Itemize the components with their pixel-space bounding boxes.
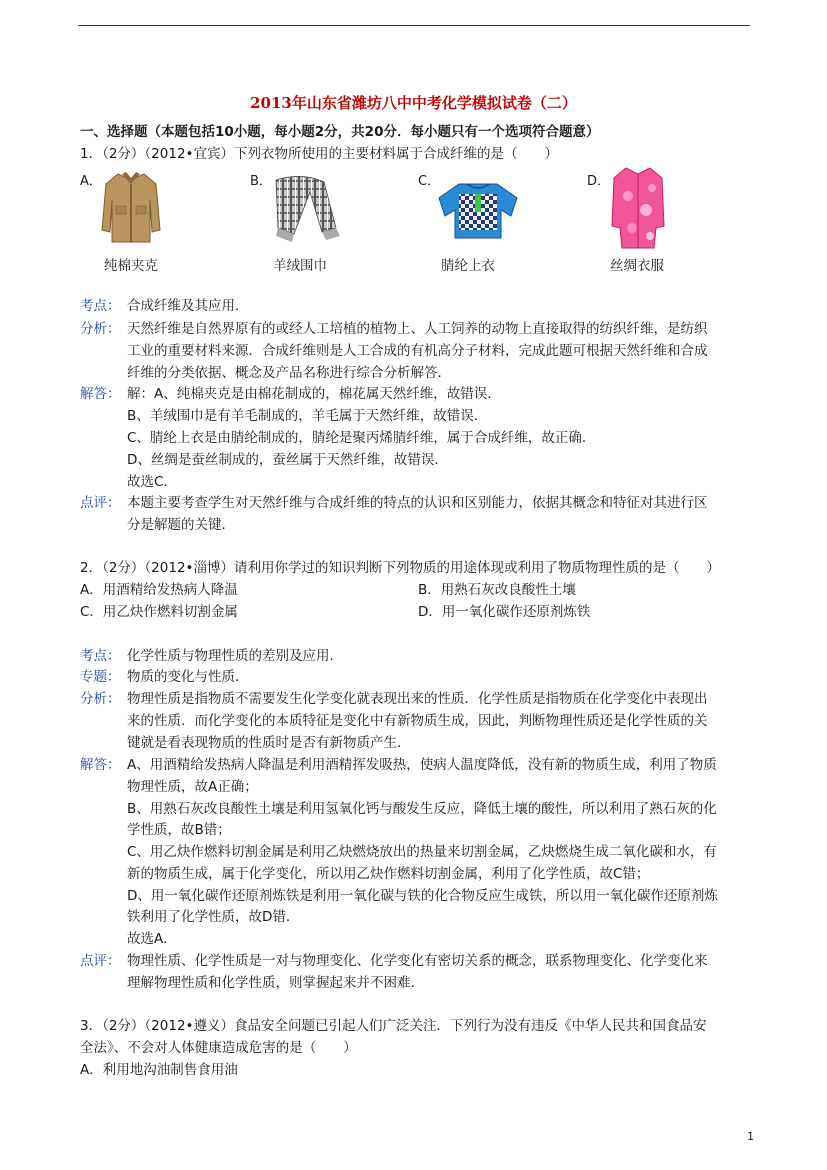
q2-fenxi-label: 分析： — [80, 691, 121, 707]
q1-option-b-letter: B． — [250, 174, 272, 189]
q1-option-d-letter: D． — [587, 174, 611, 189]
q1-fenxi-line: 天然纤维是自然界原有的或经人工培植的植物上、人工饲养的动物上直接取得的纺织纤维，是纺织 — [127, 321, 708, 337]
q2-fenxi-line: 物理性质是指物质不需要发生化学变化就表现出来的性质．化学性质是指物质在化学变化中表现出 — [127, 691, 708, 707]
q1-option-c-caption: 腈纶上衣 — [441, 258, 495, 274]
q1-fenxi-line: 工业的重要材料来源．合成纤维则是人工合成的有机高分子材料，完成此题可根据天然纤维和合成 — [127, 343, 708, 359]
q1-dianping-label: 点评： — [80, 495, 121, 511]
q1-option-a-caption: 纯棉夹克 — [104, 258, 158, 274]
q2-jieda-line: 学性质，故B错； — [127, 822, 231, 838]
q2-option-c: C．用乙炔作燃料切割金属 — [80, 604, 238, 620]
q1-fenxi-line: 纤维的分类依据、概念及产品名称进行综合分析解答． — [127, 365, 451, 381]
q1-jieda-line: D、丝绸是蚕丝制成的，蚕丝属于天然纤维，故错误． — [127, 452, 448, 468]
q2-jieda-line: 铁利用了化学性质，故D错． — [127, 909, 300, 925]
q1-option-d-caption: 丝绸衣服 — [610, 258, 664, 274]
q2-zhuanti: 物质的变化与性质． — [127, 669, 249, 685]
header-rule — [78, 25, 750, 26]
q2-dianping-label: 点评： — [80, 953, 121, 969]
silk-robe-icon — [610, 166, 666, 250]
q1-stem: 1．（2分）（2012•宜宾）下列衣物所使用的主要材料属于合成纤维的是（ ） — [80, 146, 558, 162]
q3-stem-line: 全法》、不会对人体健康造成危害的是（ ） — [80, 1040, 357, 1056]
q1-jieda-line: 解：A、纯棉夹克是由棉花制成的，棉花属天然纤维，故错误． — [127, 386, 501, 402]
q1-option-a-letter: A． — [80, 174, 102, 189]
q1-option-b-caption: 羊绒围巾 — [273, 258, 327, 274]
q1-jieda-line: B、羊绒围巾是有羊毛制成的，羊毛属于天然纤维，故错误． — [127, 408, 488, 424]
q1-fenxi-label: 分析： — [80, 321, 121, 337]
q2-fenxi-line: 键就是看表现物质的性质时是否有新物质产生． — [127, 735, 411, 751]
q2-option-d: D．用一氧化碳作还原剂炼铁 — [418, 604, 591, 620]
q2-zhuanti-label: 专题： — [80, 669, 121, 685]
q2-option-b: B．用熟石灰改良酸性土壤 — [418, 582, 576, 598]
q2-kaodian-label: 考点： — [80, 648, 121, 664]
q1-dianping-line: 分是解题的关键． — [127, 517, 235, 533]
q2-jieda-line: C、用乙炔作燃料切割金属是利用乙炔燃烧放出的热量来切割金属，乙炔燃烧生成二氧化碳和水，有 — [127, 844, 717, 860]
q2-jieda-line: A、用酒精给发热病人降温是利用酒精挥发吸热，使病人温度降低，没有新的物质生成，利用了物质 — [127, 757, 717, 773]
q3-option-a: A．利用地沟油制售食用油 — [80, 1062, 238, 1078]
q2-dianping-line: 理解物理性质和化学性质，则掌握起来并不困难． — [127, 975, 424, 991]
page-title: 2013年山东省潍坊八中中考化学模拟试卷（二） — [250, 94, 577, 112]
q2-jieda-line: B、用熟石灰改良酸性土壤是利用氢氧化钙与酸发生反应，降低土壤的酸性，所以利用了熟石灰的化 — [127, 801, 717, 817]
q2-dianping-line: 物理性质、化学性质是一对与物理变化、化学变化有密切关系的概念，联系物理变化、化学变化来 — [127, 953, 708, 969]
jacket-icon — [100, 170, 162, 246]
q1-jieda-line: C、腈纶上衣是由腈纶制成的，腈纶是聚丙烯腈纤维，属于合成纤维，故正确． — [127, 430, 596, 446]
q1-jieda-line: 故选C． — [127, 474, 177, 490]
q1-kaodian: 合成纤维及其应用． — [127, 298, 249, 314]
q1-kaodian-label: 考点： — [80, 298, 121, 314]
q3-stem-line: 3．（2分）（2012•遵义）食品安全问题已引起人们广泛关注．下列行为没有违反《中华人民共和国食品安 — [80, 1018, 707, 1034]
q2-fenxi-line: 来的性质．而化学变化的本质特征是变化中有新物质生成，因此，判断物理性质还是化学性质的关 — [127, 713, 708, 729]
q1-option-c-letter: C． — [418, 174, 441, 189]
section-heading: 一、选择题（本题包括10小题，每小题2分，共20分．每小题只有一个选项符合题意） — [80, 124, 600, 140]
q2-option-a: A．用酒精给发热病人降温 — [80, 582, 238, 598]
q1-jieda-label: 解答： — [80, 386, 121, 402]
q1-dianping-line: 本题主要考查学生对天然纤维与合成纤维的特点的认识和区别能力，依据其概念和特征对其进行区 — [127, 495, 708, 511]
q2-jieda-line: D、用一氧化碳作还原剂炼铁是利用一氧化碳与铁的化合物反应生成铁，所以用一氧化碳作还原剂炼 — [127, 888, 718, 904]
q2-jieda-line: 物理性质，故A正确； — [127, 779, 258, 795]
page-number: 1 — [747, 1130, 754, 1143]
sweater-icon — [437, 180, 519, 242]
q2-jieda-line: 新的物质生成，属于化学变化，所以用乙炔作燃料切割金属，利用了化学性质，故C错； — [127, 866, 650, 882]
q2-stem: 2．（2分）（2012•淄博）请利用你学过的知识判断下列物质的用途体现或利用了物质物理性质的是（ ） — [80, 560, 720, 576]
q2-kaodian: 化学性质与物理性质的差别及应用． — [127, 648, 343, 664]
scarf-icon — [266, 172, 346, 248]
q2-jieda-label: 解答： — [80, 757, 121, 773]
q2-jieda-line: 故选A． — [127, 931, 177, 947]
